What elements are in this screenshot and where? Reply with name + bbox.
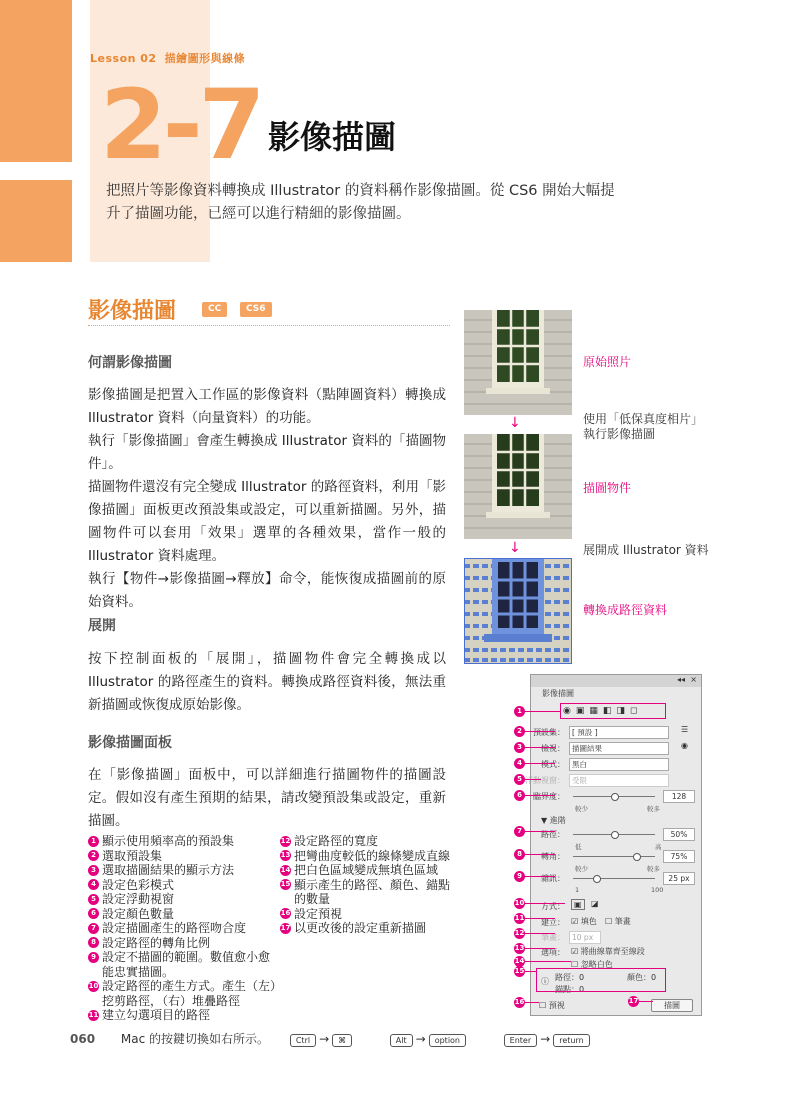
page-number: 060 <box>70 1032 96 1046</box>
paths-row: 路徑： 50% <box>531 827 701 841</box>
view-row: 檢視： 描圖結果 ◉ <box>541 741 688 753</box>
key-return: return <box>553 1034 589 1047</box>
low-color-icon[interactable]: ▦ <box>589 706 598 716</box>
callout-8: 8 <box>514 849 525 860</box>
list-item: 2 選取預設集 <box>88 849 278 864</box>
callout-3: 3 <box>514 742 525 753</box>
badge-cs6: CS6 <box>240 302 272 317</box>
close-icon[interactable]: × <box>690 675 697 684</box>
list-item: 15 顯示產生的路徑、顏色、錨點的數量 <box>280 877 451 906</box>
callout-5: 5 <box>514 774 525 785</box>
number-marker: 13 <box>280 851 291 859</box>
callout-9: 9 <box>514 871 525 882</box>
feature-list-left <box>88 834 278 1023</box>
panel-titlebar <box>531 675 701 687</box>
noise-field[interactable]: 25 px <box>663 872 695 885</box>
number-marker: 6 <box>88 908 99 919</box>
fills-checkbox[interactable]: ☑ 填色 <box>571 917 597 926</box>
list-item: 7 設定描圖產生的路徑吻合度 <box>88 921 278 936</box>
advanced-toggle[interactable]: ▼ 進階 <box>541 816 566 825</box>
number-marker: 9 <box>88 952 99 963</box>
palette-row: 浮動視窗： 受限 <box>531 773 701 787</box>
traced-window-illustration <box>464 434 572 539</box>
outline-icon[interactable]: ◻ <box>629 706 638 716</box>
caption-expand-to: 展開成 Illustrator 資料 <box>583 543 709 557</box>
mode-select[interactable]: 黑白 <box>569 758 669 771</box>
number-marker: 1 <box>88 836 99 847</box>
feature-list-right <box>280 834 458 936</box>
preset-menu-icon[interactable]: ☰ <box>681 725 689 734</box>
list-item: 9 設定不描圖的範圍。數值愈小愈能忠實描圖。 <box>88 950 278 979</box>
threshold-field[interactable]: 128 <box>663 790 695 803</box>
footer-note: Mac 的按鍵切換如右所示。 <box>120 1032 270 1046</box>
list-item: 1 顯示使用頻率高的預設集 <box>88 834 278 849</box>
number-marker: 15 <box>280 880 291 888</box>
expanded-window-illustration <box>464 558 572 664</box>
chapter-intro: 把照片等影像資料轉換成 Illustrator 的資料稱作影像描圖。從 CS6 開始大幅提升了描圖功能，已經可以進行精細的影像描圖。 <box>106 183 615 222</box>
what-is-body <box>88 384 446 614</box>
number-marker: 4 <box>88 879 99 890</box>
stroke-field[interactable]: 10 px <box>569 931 601 944</box>
list-item: 4 設定色彩模式 <box>88 878 278 893</box>
caption-trace-object: 描圖物件 <box>583 481 632 495</box>
eye-icon[interactable]: ◉ <box>681 741 688 750</box>
palette-select[interactable]: 受限 <box>569 774 669 787</box>
bottom-row <box>531 999 701 1013</box>
black-white-icon[interactable]: ◨ <box>616 706 625 716</box>
options-row: 選項： ☑ 將曲線靠齊至線段 <box>541 947 645 957</box>
list-item: 3 選取描圖結果的顯示方法 <box>88 863 278 878</box>
arrow-down-icon: ↓ <box>509 415 521 431</box>
list-item: 8 設定路徑的轉角比例 <box>88 936 278 951</box>
number-marker: 14 <box>280 865 291 874</box>
preset-select[interactable]: [ 預設 ] <box>569 726 669 739</box>
info-box: ⓘ 路徑：0 顏色：0 錨點：0 <box>541 973 657 994</box>
callout-13: 13 <box>514 944 525 952</box>
key-alt: Alt <box>390 1034 413 1047</box>
number-marker: 5 <box>88 894 99 905</box>
corners-slider[interactable] <box>573 856 655 857</box>
list-item: 12 設定路徑的寬度 <box>280 834 379 848</box>
key-option: option <box>429 1034 466 1047</box>
number-marker: 10 <box>88 981 99 990</box>
mode-row: 模式： 黑白 <box>531 757 701 771</box>
key-command: ⌘ <box>332 1034 352 1047</box>
list-item: 5 設定浮動視窗 <box>88 892 278 907</box>
caption-converted: 轉換成路徑資料 <box>583 603 668 617</box>
info-highlight <box>536 968 666 992</box>
list-item: 17 以更改後的設定重新描圖 <box>280 921 427 935</box>
side-bar-bottom <box>0 180 72 262</box>
preset-row: 預設集： [ 預設 ] ☰ <box>533 725 689 737</box>
method-row: 方式： ▣ ◪ <box>541 899 599 911</box>
what-is-p1: 影像描圖是把置入工作區的影像資料（點陣圖資料）轉換成 Illustrator 資料（向量資料）的功能。 <box>88 387 446 426</box>
high-color-icon[interactable]: ▣ <box>575 706 585 716</box>
expand-body: 按下控制面板的「展開」，描圖物件會完全轉換成以 Illustrator 的路徑產生的資料。轉換成路徑資料後，無法重新描圖或恢復成原始影像。 <box>88 651 446 713</box>
expanded-paths-photo <box>464 558 572 664</box>
corners-field[interactable]: 75% <box>663 850 695 863</box>
collapse-icon[interactable]: ◂◂ <box>676 675 685 684</box>
list-item: 16 設定預視 <box>280 906 343 921</box>
caption-original: 原始照片 <box>583 355 632 369</box>
list-item: 6 設定顏色數量 <box>88 907 278 922</box>
expand-heading: 展開 <box>88 618 116 634</box>
number-marker: 12 <box>280 836 291 845</box>
noise-slider[interactable] <box>573 878 655 879</box>
panel-tab[interactable]: 影像描圖 <box>537 687 579 700</box>
list-item: 10 設定路徑的產生方式。產生（左）挖剪路徑，（右）堆疊路徑 <box>88 979 277 1008</box>
what-is-p2: 執行「影像描圖」會產生轉換成 Illustrator 資料的「描圖物件」。 <box>88 433 446 472</box>
paths-slider[interactable] <box>573 834 655 835</box>
chapter-number: 2-7 <box>100 69 262 181</box>
strokes-checkbox[interactable]: ☐ 筆畫 <box>605 917 631 926</box>
trace-button[interactable]: 描圖 <box>651 999 693 1012</box>
corners-row: 轉角： 75% <box>531 849 701 863</box>
auto-color-icon[interactable]: ◉ <box>563 706 571 716</box>
number-marker: 17 <box>280 923 291 932</box>
create-row: 建立： ☑ 填色 ☐ 筆畫 <box>541 917 631 927</box>
noise-row: 雜訊： 25 px <box>531 871 701 885</box>
number-marker: 7 <box>88 923 99 934</box>
arrow-down-icon: ↓ <box>509 540 521 556</box>
footer: 060 Mac 的按鍵切換如右所示。 Ctrl → ⌘ Alt → option Enter → return <box>70 1030 593 1047</box>
what-is-p3: 描圖物件還沒有完全變成 Illustrator 的路徑資料，利用「影像描圖」面板更改預設集或設定，可以重新描圖。另外，描圖物件可以套用「效果」選單的各種效果，當作一般的 Illustrator 資料處理。 <box>88 479 446 564</box>
section-divider <box>88 325 450 326</box>
number-marker: 11 <box>88 1010 99 1019</box>
key-ctrl: Ctrl <box>290 1034 316 1047</box>
overlapping-method-icon[interactable]: ◪ <box>591 899 599 908</box>
callout-4: 4 <box>514 758 525 769</box>
callout-6: 6 <box>514 790 525 801</box>
list-item: 14 把白色區域變成無填色區域 <box>280 863 439 877</box>
threshold-slider[interactable] <box>573 796 655 797</box>
callout-2: 2 <box>514 726 525 737</box>
stroke-row: 筆畫： 10 px <box>531 930 701 944</box>
chapter-title: 影像描圖 <box>268 118 397 156</box>
preview-checkbox[interactable]: ☐ 預視 <box>539 1001 565 1010</box>
threshold-row: 臨界度： 128 <box>531 789 701 803</box>
preset-icons-highlight <box>560 703 666 719</box>
callout-1: 1 <box>514 706 525 717</box>
callout-16: 16 <box>514 998 525 1006</box>
original-photo <box>464 310 572 415</box>
callout-17: 17 <box>628 997 639 1005</box>
caption-method: 使用「低保真度相片」執行影像描圖 <box>583 412 704 441</box>
image-trace-panel: ◂◂ × 影像描圖 ◉ ▣ ▦ ◧ ◨ ◻ 預設集： [ 預設 ] ☰ 檢視： 描圖結果 ◉ 模式： 黑白 浮動視窗： 受限 臨界度： 128 較少 較多 ▼ 進階 路徑： 50% 低 高 轉角： 75% 較少 較多 雜訊： 25 px 1 100 方式： ▣ ◪ 建立： ☑ 填色 ☐ 筆畫 筆畫： 10 px 選項： ☑ 將曲線靠齊至線段 ☐ 忽略白色 ⓘ 路徑：0 顏色：0 錨點：0 ☐ 預視 描圖 <box>530 674 702 1016</box>
what-is-heading: 何謂影像描圖 <box>88 355 172 371</box>
lesson-label: Lesson 02 描繪圖形與線條 <box>90 52 246 65</box>
info-icon: ⓘ <box>541 977 549 986</box>
list-item: 11 建立勾選項目的路徑 <box>88 1008 211 1022</box>
paths-field[interactable]: 50% <box>663 828 695 841</box>
badge-cc: CC <box>202 302 227 317</box>
view-select[interactable]: 描圖結果 <box>569 742 669 755</box>
number-marker: 16 <box>280 909 291 917</box>
section-title: 影像描圖 <box>88 299 177 324</box>
grayscale-icon[interactable]: ◧ <box>602 706 612 716</box>
callout-12: 12 <box>514 929 525 937</box>
window-illustration <box>464 310 572 415</box>
number-marker: 8 <box>88 937 99 948</box>
callout-10: 10 <box>514 899 525 907</box>
callout-11: 11 <box>514 914 525 922</box>
ignore-white-checkbox[interactable]: ☐ 忽略白色 <box>571 960 613 969</box>
what-is-p4: 執行【物件→影像描圖→釋放】命令，能恢復成描圖前的原始資料。 <box>88 571 446 610</box>
number-marker: 2 <box>88 850 99 861</box>
key-enter: Enter <box>504 1034 537 1047</box>
trace-object-photo <box>464 434 572 539</box>
callout-7: 7 <box>514 826 525 837</box>
abutting-method-icon[interactable]: ▣ <box>571 899 585 910</box>
number-marker: 3 <box>88 865 99 876</box>
panel-heading: 影像描圖面板 <box>88 735 172 751</box>
callout-14: 14 <box>514 957 525 965</box>
snap-checkbox[interactable]: ☑ 將曲線靠齊至線段 <box>571 947 645 956</box>
side-bar-top <box>0 0 72 162</box>
callout-15: 15 <box>514 967 525 975</box>
list-item: 13 把彎曲度較低的線條變成直線 <box>280 848 451 863</box>
panel-body: 在「影像描圖」面板中，可以詳細進行描圖物件的描圖設定。假如沒有產生預期的結果，請改變預設集或設定，重新描圖。 <box>88 767 446 829</box>
